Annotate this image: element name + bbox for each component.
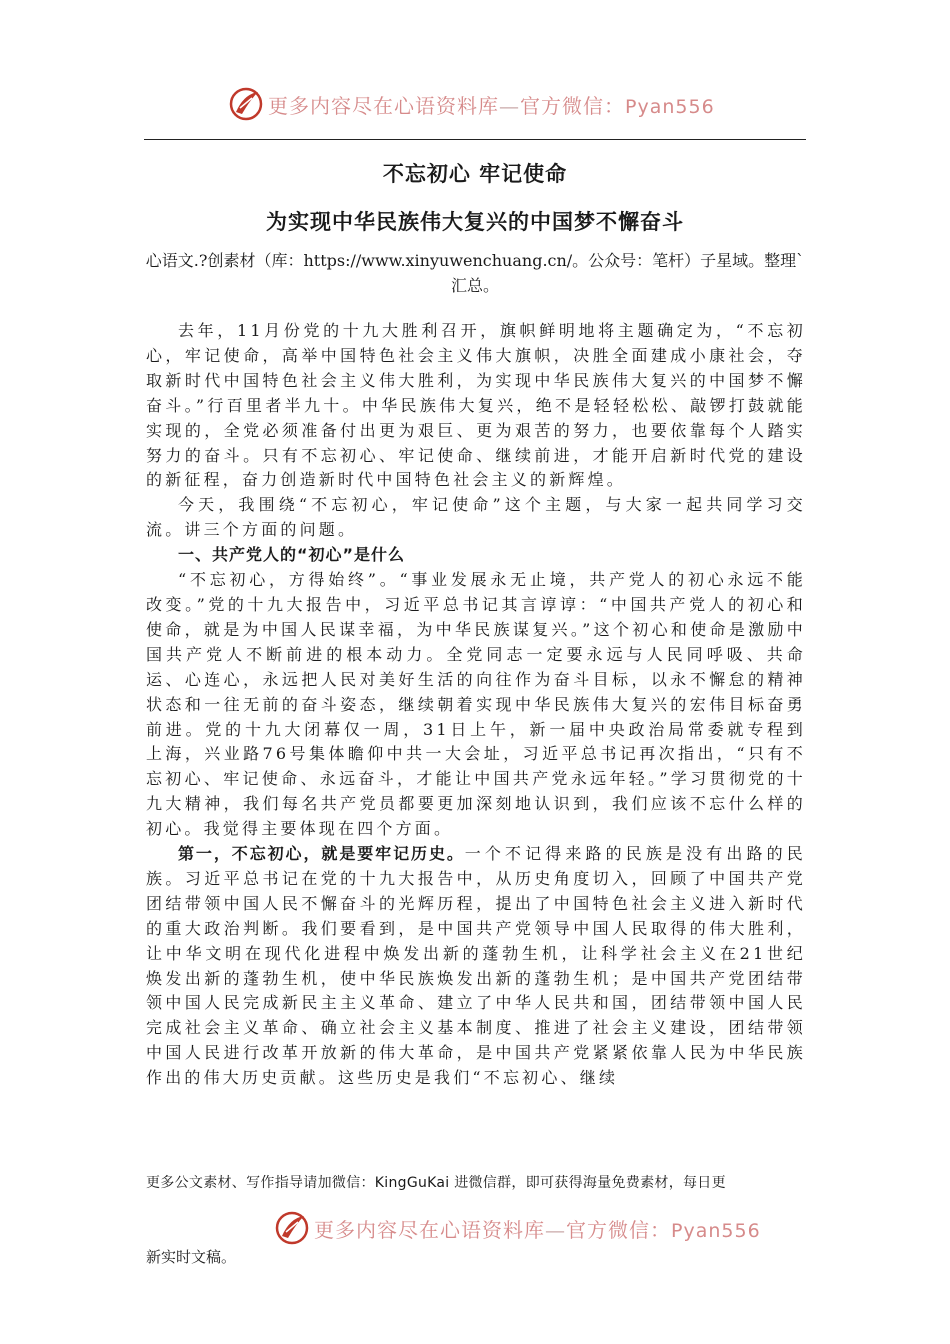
paragraph-text: 一个不记得来路的民族是没有出路的民族。习近平总书记在党的十九大报告中，从历史角度切入，回顾了中国共产党团结带领中国人民不懈奋斗的光辉历程，提出了中国特色社会主义进入新时代的重大政治判断。我们要看到，是中国共产党领导中国人民取得的伟大胜利，让中华文明在现代化进程中焕发出新的蓬勃生机，让科学社会主义在21世纪焕发出新的蓬勃生机，使中华民族焕发出新的蓬勃生机；是中国共产党团结带领中国人民完成新民主主义革命、建立了中华人民共和国，团结带领中国人民完成社会主义革命、确立社会主义基本制度、推进了社会主义建设，团结带领中国人民进行改革开放新的伟大革命，是中国共产党紧紧依靠人民为中华民族作出的伟大历史贡献。这些历史是我们“不忘初心、继续 — [146, 844, 806, 1088]
section-heading: 一、共产党人的“初心”是什么 — [178, 545, 406, 565]
document-body — [146, 319, 806, 1091]
document-title: 不忘初心 牢记使命 — [382, 162, 568, 186]
header-watermark-banner — [228, 84, 748, 124]
paragraph: 今天，我围绕“不忘初心，牢记使命”这个主题，与大家一起共同学习交流。讲三个方面的问题。 — [146, 495, 806, 540]
seal-logo-icon — [274, 1210, 310, 1246]
footer-watermark-banner — [274, 1208, 794, 1248]
paragraph: “不忘初心，方得始终”。“事业发展永无止境，共产党人的初心永远不能改变。”党的十九大报告中，习近平总书记其言谆谆：“中国共产党人的初心和使命，就是为中国人民谋幸福，为中华民族谋复兴。”这个初心和使命是激励中国共产党人不断前进的根本动力。全党同志一定要永远与人民同呼吸、共命运、心连心，永远把人民对美好生活的向往作为奋斗目标，以永不懈怠的精神状态和一往无前的奋斗姿态，继续朝着实现中华民族伟大复兴的宏伟目标奋勇前进。党的十九大闭幕仅一周，31日上午，新一届中央政治局常委就专程到上海，兴业路76号集体瞻仰中共一大会址，习近平总书记再次指出，“只有不忘初心、牢记使命、永远奋斗，才能让中国共产党永远年轻。”学习贯彻党的十九大精神，我们每名共产党员都要更加深刻地认识到，我们应该不忘什么样的初心。我觉得主要体现在四个方面。 — [146, 570, 806, 839]
promo-line: 更多公文素材、写作指导请加微信：KingGuKai 进微信群，即可获得海量免费素材，每日更 — [146, 1175, 726, 1191]
seal-logo-icon — [228, 86, 264, 122]
banner-text: 更多内容尽在心语资料库—官方微信：Pyan556 — [268, 93, 715, 118]
header-divider — [144, 139, 806, 140]
document-subtitle: 为实现中华民族伟大复兴的中国梦不懈奋斗 — [266, 210, 684, 234]
paragraph: 去年，11月份党的十九大胜利召开，旗帜鲜明地将主题确定为，“不忘初心，牢记使命，高举中国特色社会主义伟大旗帜，决胜全面建成小康社会，夺取新时代中国特色社会主义伟大胜利，为实现中华民族伟大复兴的中国梦不懈奋斗。”行百里者半九十。中华民族伟大复兴，绝不是轻轻松松、敲锣打鼓就能实现的，全党必须准备付出更为艰巨、更为艰苦的努力，也要依靠每个人踏实努力的奋斗。只有不忘初心、牢记使命、继续前进，才能开启新时代党的建设的新征程，奋力创造新时代中国特色社会主义的新辉煌。 — [146, 321, 806, 490]
paragraph-lead: 第一，不忘初心，就是要牢记历史。 — [178, 844, 465, 864]
paragraph — [146, 842, 806, 1091]
source-note: 心语文.?创素材（库：https://www.xinyuwenchuang.cn/。公众号：笔杆）子星域。整理`汇总。 — [145, 251, 805, 295]
trailing-text: 新实时文稿。 — [146, 1248, 237, 1266]
banner-text: 更多内容尽在心语资料库—官方微信：Pyan556 — [314, 1217, 761, 1242]
